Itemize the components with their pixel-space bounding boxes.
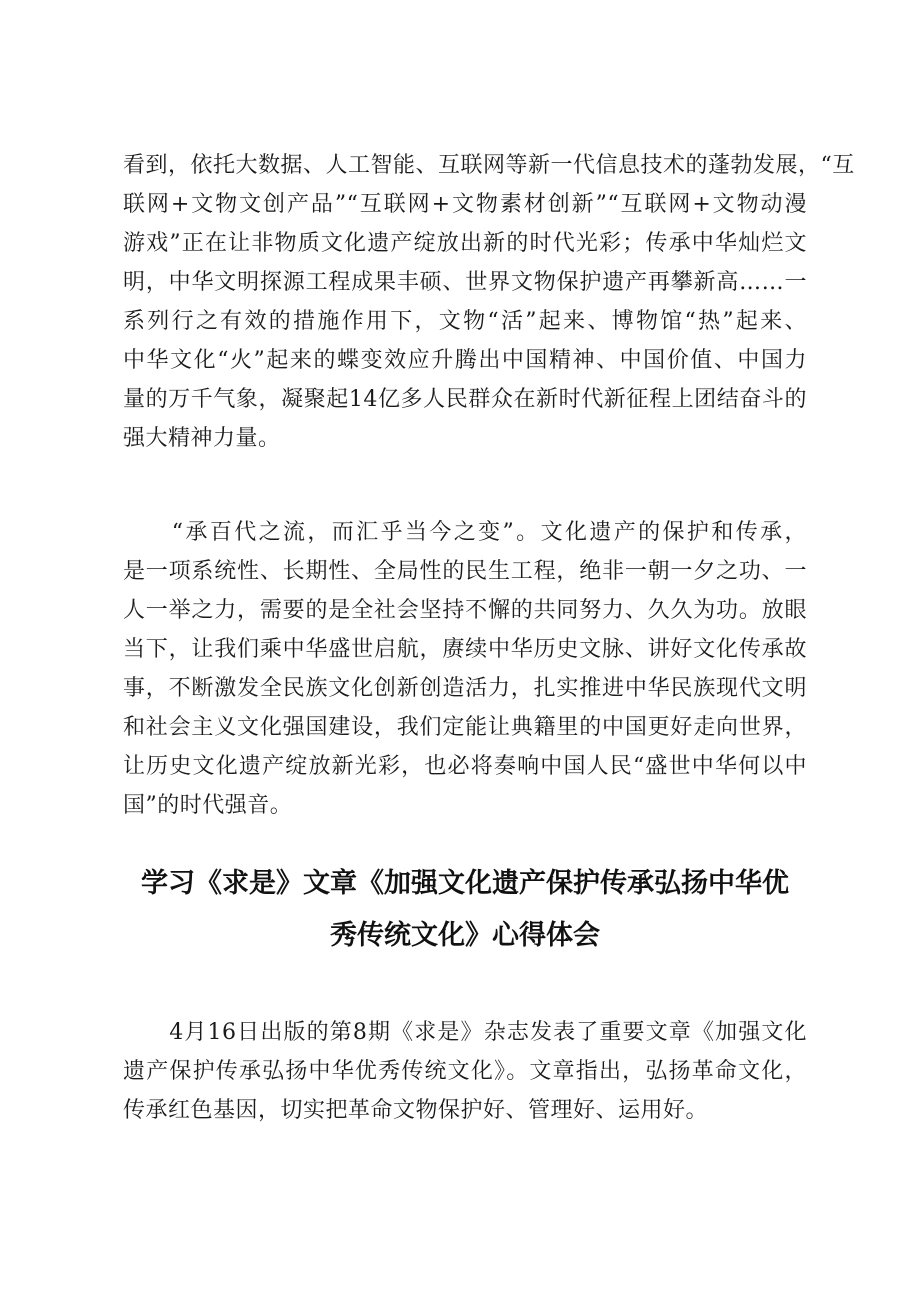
paragraph-line: 传承红色基因，切实把革命文物保护好、管理好、运用好。 <box>123 1098 709 1123</box>
paragraph-line: 当下，让我们乘中华盛世启航，赓续中华历史文脉、讲好文化传承故 <box>123 637 807 662</box>
paragraph-line: 明，中华文明探源工程成果丰硕、世界文物保护遗产再攀新高……一 <box>123 270 807 295</box>
paragraph-line: 4月16日出版的第8期《求是》杂志发表了重要文章《加强文化 <box>123 1020 807 1045</box>
paragraph-line: 看到，依托大数据、人工智能、互联网等新一代信息技术的蓬勃发展，“互 <box>123 153 855 178</box>
paragraph-line: 系列行之有效的措施作用下，文物“活”起来、博物馆“热”起来、 <box>123 309 807 334</box>
paragraph-line: “承百代之流，而汇乎当今之变”。文化遗产的保护和传承， <box>123 520 807 545</box>
heading-line: 秀传统文化》心得体会 <box>330 920 600 951</box>
paragraph-line: 让历史文化遗产绽放新光彩，也必将奏响中国人民“盛世中华何以中 <box>123 754 807 779</box>
paragraph-line: 量的万千气象，凝聚起14亿多人民群众在新时代新征程上团结奋斗的 <box>123 387 807 412</box>
paragraph-line: 中华文化“火”起来的蝶变效应升腾出中国精神、中国价值、中国力 <box>123 348 807 373</box>
paragraph-line: 事，不断激发全民族文化创新创造活力，扎实推进中华民族现代文明 <box>123 676 807 701</box>
paragraph-2 <box>123 513 807 825</box>
paragraph-line: 强大精神力量。 <box>123 426 281 451</box>
paragraph-line: 和社会主义文化强国建设，我们定能让典籍里的中国更好走向世界， <box>123 715 807 740</box>
article-heading <box>123 858 807 962</box>
paragraph-line: 是一项系统性、长期性、全局性的民生工程，绝非一朝一夕之功、一 <box>123 559 807 584</box>
paragraph-line: 人一举之力，需要的是全社会坚持不懈的共同努力、久久为功。放眼 <box>123 598 807 623</box>
paragraph-line: 遗产保护传承弘扬中华优秀传统文化》。文章指出，弘扬革命文化， <box>123 1059 807 1084</box>
paragraph-line: 联网+文物文创产品”“互联网+文物素材创新”“互联网+文物动漫 <box>123 192 807 217</box>
paragraph-3 <box>123 1013 807 1130</box>
heading-line: 学习《求是》文章《加强文化遗产保护传承弘扬中华优 <box>141 868 789 899</box>
paragraph-1 <box>123 146 855 458</box>
paragraph-line: 游戏”正在让非物质文化遗产绽放出新的时代光彩；传承中华灿烂文 <box>123 231 807 256</box>
paragraph-line: 国”的时代强音。 <box>123 793 293 818</box>
